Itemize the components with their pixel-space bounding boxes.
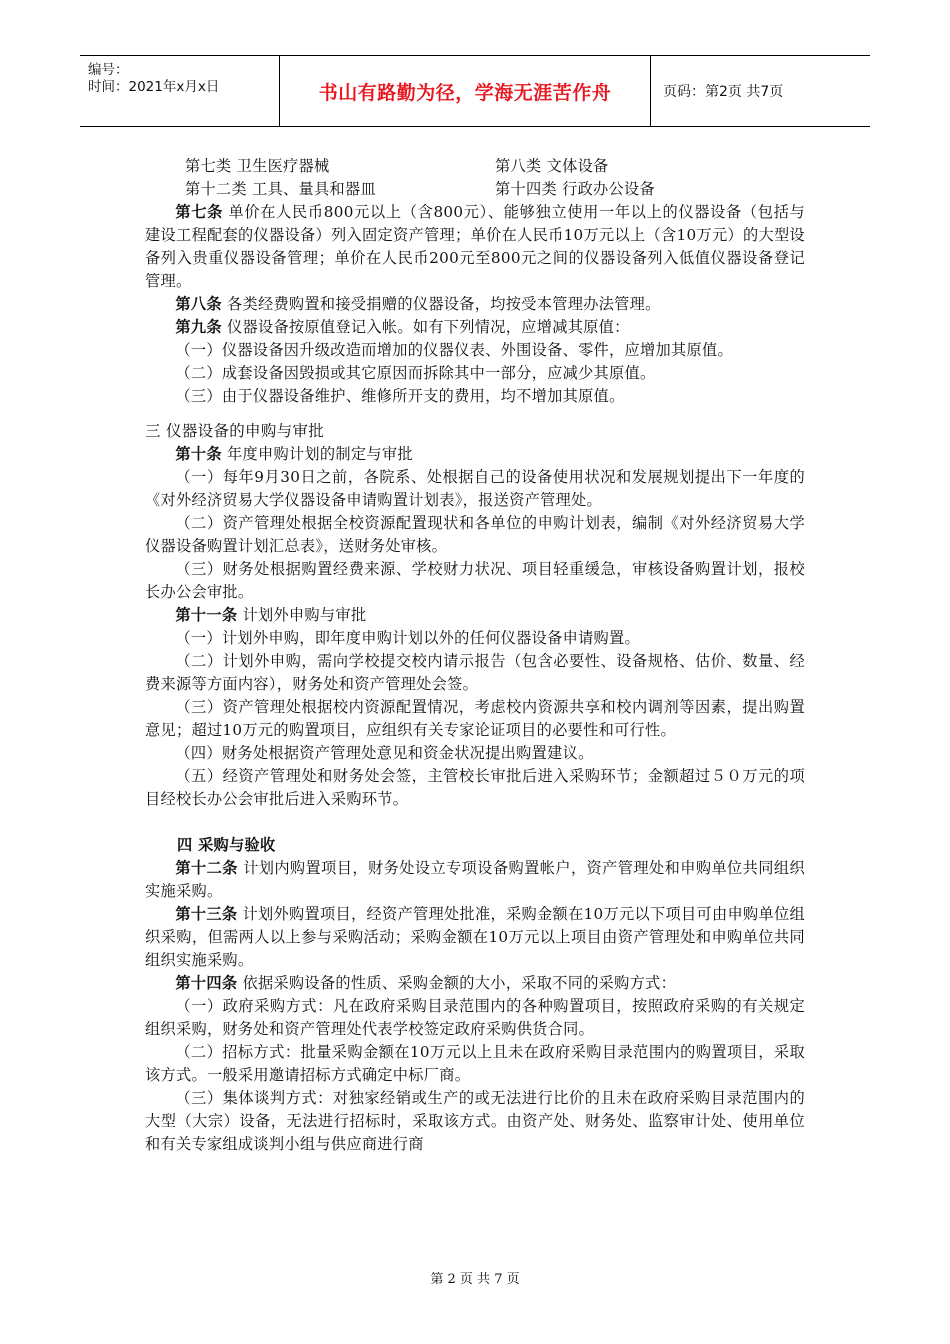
header-meta <box>80 56 280 126</box>
article-title: 第十条 <box>175 445 222 463</box>
article-title: 第九条 <box>175 318 222 336</box>
article-text: 计划外申购与审批 <box>237 606 367 624</box>
article-14 <box>145 972 805 995</box>
article-title: 第十三条 <box>175 905 238 923</box>
list-item: （一）政府采购方式：凡在政府采购目录范围内的各种购置项目，按照政府采购的有关规定组织采购，财务处和资产管理处代表学校签定政府采购供货合同。 <box>145 997 805 1038</box>
category-right: 第八类 文体设备 <box>495 157 609 175</box>
doc-time-label: 时间：2021年x月x日 <box>88 79 220 95</box>
article-text: 单价在人民币800元以上（含800元）、能够独立使用一年以上的仪器设备（包括与建设工程配套的仪器设备）列入固定资产管理；单价在人民币10万元以上（含10万元）的大型设备列入贵重仪器设备管理；单价在人民币200元至800元之间的仪器设备列入低值仪器设备登记管理。 <box>145 203 805 290</box>
list-item: （五）经资产管理处和财务处会签，主管校长审批后进入采购环节；金额超过５０万元的项目经校长办公会审批后进入采购环节。 <box>145 767 805 808</box>
article-text: 计划外购置项目，经资产管理处批准，采购金额在10万元以下项目可由申购单位组织采购，但需两人以上参与采购活动；采购金额在10万元以上项目由资产管理处和申购单位共同组织实施采购。 <box>145 905 805 969</box>
page-header <box>80 55 870 127</box>
list-item: （一）计划外申购，即年度申购计划以外的任何仪器设备申请购置。 <box>175 629 641 647</box>
list-item: （三）集体谈判方式：对独家经销或生产的或无法进行比价的且未在政府采购目录范围内的大型（大宗）设备，无法进行招标时，采取该方式。由资产处、财务处、监察审计处、使用单位和有关专家组成谈判小组与供应商进行商 <box>145 1089 805 1153</box>
article-12 <box>145 857 805 903</box>
list-item: （三）由于仪器设备维护、维修所开支的费用，均不增加其原值。 <box>175 387 625 405</box>
article-title: 第十一条 <box>175 606 238 624</box>
list-item: （三）资产管理处根据校内资源配置情况，考虑校内资源共享和校内调剂等因素，提出购置意见；超过10万元的购置项目，应组织有关专家论证项目的必要性和可行性。 <box>145 698 805 739</box>
article-title: 第八条 <box>175 295 222 313</box>
document-body <box>145 155 805 1156</box>
section-heading: 三 仪器设备的申购与审批 <box>145 422 325 440</box>
list-item: （一）仪器设备因升级改造而增加的仪器仪表、外围设备、零件，应增加其原值。 <box>175 341 733 359</box>
article-13 <box>145 903 805 972</box>
article-text: 各类经费购置和接受捐赠的仪器设备，均按受本管理办法管理。 <box>221 295 661 313</box>
list-item: （三）财务处根据购置经费来源、学校财力状况、项目轻重缓急，审核设备购置计划，报校长办公会审批。 <box>145 560 805 601</box>
article-11 <box>145 604 805 627</box>
list-item: （二）资产管理处根据全校资源配置现状和各单位的申购计划表，编制《对外经济贸易大学仪器设备购置计划汇总表》，送财务处审核。 <box>145 514 805 555</box>
category-left: 第十二类 工具、量具和器皿 <box>185 180 376 198</box>
category-row <box>145 178 805 201</box>
article-10 <box>145 443 805 466</box>
list-item: （二）招标方式：批量采购金额在10万元以上且未在政府采购目录范围内的购置项目，采取该方式。一般采用邀请招标方式确定中标厂商。 <box>145 1043 805 1084</box>
article-9 <box>145 316 805 339</box>
category-right: 第十四类 行政办公设备 <box>495 180 656 198</box>
header-motto: 书山有路勤为径，学海无涯苦作舟 <box>318 81 612 104</box>
article-text: 仪器设备按原值登记入帐。如有下列情况，应增减其原值： <box>221 318 630 336</box>
header-page-cell <box>651 56 870 126</box>
article-8 <box>145 293 805 316</box>
header-page-label: 页码：第2页 共7页 <box>663 84 784 100</box>
category-row <box>145 155 805 178</box>
list-item: （一）每年9月30日之前，各院系、处根据自己的设备使用状况和发展规划提出下一年度的《对外经济贸易大学仪器设备申请购置计划表》，报送资产管理处。 <box>145 468 805 509</box>
article-text: 年度申购计划的制定与审批 <box>221 445 413 463</box>
article-7 <box>145 201 805 293</box>
list-item: （二）成套设备因毁损或其它原因而拆除其中一部分，应减少其原值。 <box>175 364 656 382</box>
list-item: （四）财务处根据资产管理处意见和资金状况提出购置建议。 <box>175 744 594 762</box>
header-motto-cell <box>280 56 651 126</box>
article-title: 第七条 <box>175 203 224 221</box>
list-item: （二）计划外申购，需向学校提交校内请示报告（包含必要性、设备规格、估价、数量、经费来源等方面内容），财务处和资产管理处会签。 <box>145 652 805 693</box>
article-title: 第十二条 <box>175 859 238 877</box>
article-title: 第十四条 <box>175 974 238 992</box>
article-text: 依据采购设备的性质、采购金额的大小，采取不同的采购方式： <box>237 974 677 992</box>
section-heading: 四 采购与验收 <box>177 836 276 854</box>
article-text: 计划内购置项目，财务处设立专项设备购置帐户，资产管理处和申购单位共同组织实施采购。 <box>145 859 805 900</box>
doc-number-label: 编号： <box>88 62 129 78</box>
page-footer: 第 2 页 共 7 页 <box>430 1272 520 1287</box>
category-left: 第七类 卫生医疗器械 <box>185 157 330 175</box>
